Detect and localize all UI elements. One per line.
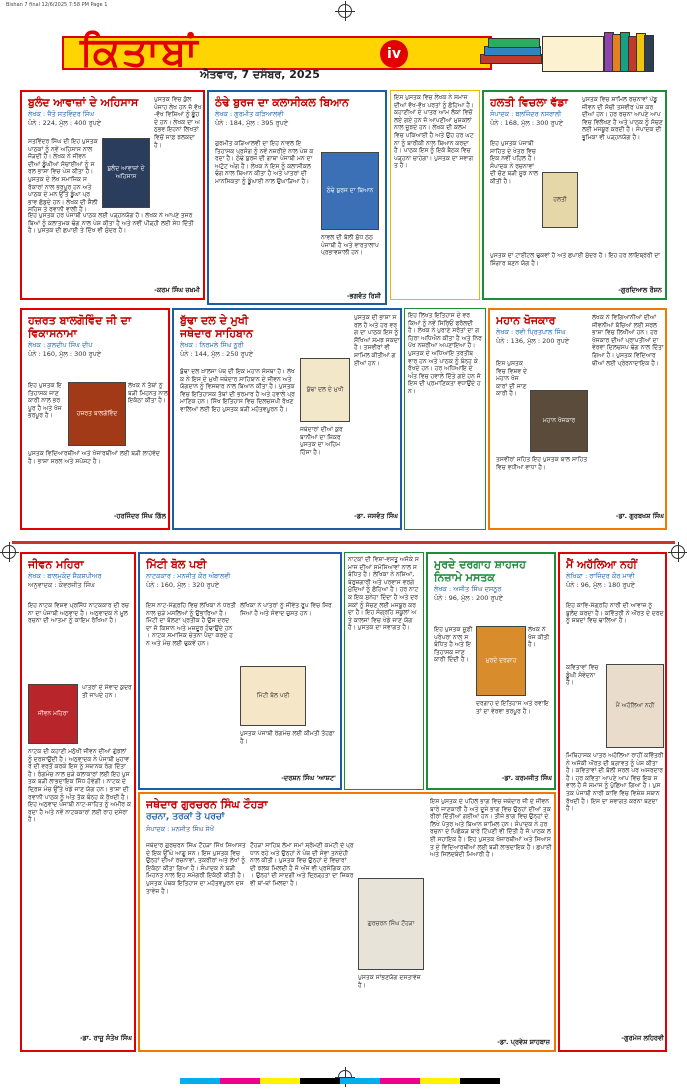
review-title: ਹਲਤੀ ਵਿਚਲਾ ਵੱਡਾ — [490, 96, 568, 109]
review-text: ਬੁੱਢਾ ਦਲ ਖ਼ਾਲਸਾ ਪੰਥ ਦੀ ਇਕ ਮਹਾਨ ਸੰਸਥਾ ਹੈ। ਲੇਖਕ ਨੇ ਇਸ ਦੇ ਮੁਖੀ ਜਥੇਦਾਰ ਸਾਹਿਬਾਨ ਦੇ ਜੀਵਨ ਅਤੇ ਯੋਗਦਾਨ ਨੂੰ ਵਿਸਥਾਰ ਨਾਲ ਬਿਆਨ ਕੀਤਾ ਹੈ। ਪੁਸਤਕ ਵਿਚ ਇਤਿਹਾਸਕ ਤੱਥਾਂ ਦੀ ਭਰਮਾਰ ਹੈ ਅਤੇ ਹਵਾਲੇ ਪ੍ਰਮਾਣਿਕ ਹਨ। ਸਿੱਖ ਇਤਿਹਾਸ ਵਿਚ ਦਿਲਚਸਪੀ ਰੱਖਣ ਵਾਲਿਆਂ ਲਈ ਇਹ ਪੁਸਤਕ ਬੜੀ ਮਹੱਤਵਪੂਰਨ ਹੈ। — [180, 368, 295, 413]
books-illustration — [480, 32, 660, 72]
book-cover: ਬੁਲੰਦ ਆਵਾਜ਼ਾਂ ਦੇ ਅਹਿਸਾਸ — [102, 138, 150, 208]
review-panel — [558, 552, 667, 1052]
book-cover: ਹਜ਼ਰਤ ਬਾਲਗੋਵਿੰਦ — [68, 382, 126, 446]
review-author: ਲੇਖਕ : ਅਜੀਤ ਸਿੰਘ ਦਸਨੂਰ — [434, 585, 502, 593]
review-signature: -ਡਾ. ਪ੍ਰਵੇਸ਼ ਸ਼ਾਹਬਾਜ਼ — [497, 1038, 550, 1046]
review-panel — [488, 308, 667, 530]
review-title: ਮੁਰਦੇ ਦਰਗਾਹ ਸ਼ਾਹਜਹ ਨਿਜ਼ਾਮੇ ਮਸਤਕ — [434, 558, 526, 584]
review-text: ਸਤਵਿੰਦਰ ਸਿੰਘ ਦੀ ਇਹ ਪੁਸਤਕ ਪਾਠਕਾਂ ਨੂੰ ਨਵੇਂ ਅਹਿਸਾਸ ਨਾਲ ਜੋੜਦੀ ਹੈ। ਲੇਖਕ ਨੇ ਜੀਵਨ ਦੀਆਂ ਡੂੰਘੀਆਂ ਸੱਚਾਈਆਂ ਨੂੰ ਸਰਲ ਭਾਸ਼ਾ ਵਿਚ ਪੇਸ਼ ਕੀਤਾ ਹੈ। ਪੁਸਤਕ ਦੇ ਲੇਖ ਸਮਾਜਿਕ ਸਰੋਕਾਰਾਂ ਨਾਲ ਭਰਪੂਰ ਹਨ ਅਤੇ ਪਾਠਕ ਦੇ ਮਨ ਉੱਤੇ ਡੂੰਘਾ ਪ੍ਰਭਾਵ ਛੱਡਦੇ ਹਨ। ਲੇਖਕ ਦੀ ਸ਼ੈਲੀ ਸਹਿਜ ਤੇ ਰਵਾਨੀ ਵਾਲੀ ਹੈ। — [28, 138, 98, 214]
review-panel — [207, 90, 387, 305]
review-text: ਲੇਖਕ ਨੇ ਤੱਥਾਂ ਨੂੰ ਬੜੀ ਮਿਹਨਤ ਨਾਲ ਇਕੱਠਾ ਕੀਤਾ ਹੈ। — [128, 382, 168, 405]
review-author: ਲੇਖਕ : ਬਾਲਮੁਕੰਦ ਸ਼ੈਕਸਪੀਅਰ — [28, 572, 102, 580]
section-divider — [12, 541, 675, 544]
review-author: ਨਾਟਕਕਾਰ : ਮਨਜੀਤ ਕੌਰ ਅੰਬਾਲਵੀ — [146, 572, 231, 580]
review-text: ਲੇਖਿਕਾ ਨੇ ਪਾਤਰਾਂ ਨੂੰ ਜੀਵੰਤ ਰੂਪ ਵਿਚ ਸਿਰਜਿਆ ਹੈ ਅਤੇ ਸੰਵਾਦ ਚੁਸਤ ਹਨ। — [240, 602, 332, 617]
review-price: ਪੰਨੇ : 96, ਮੁੱਲ : 180 ਰੁਪਏ — [566, 581, 635, 589]
book-cover: ਮਿੱਟੀ ਬੋਲ ਪਈ — [240, 666, 306, 726]
review-author: ਲੇਖਕ : ਜੈਤੋ ਸਤਵਿੰਦਰ ਸਿੰਘ — [28, 110, 95, 118]
review-panel — [172, 308, 402, 530]
book-cover: ਜੀਵਨ ਮਹਿਰਾ — [28, 684, 78, 744]
review-price: ਪੰਨੇ : 160, ਮੁੱਲ : 320 ਰੁਪਏ — [146, 581, 220, 589]
book-cover: ਬੁੱਢਾ ਦਲ ਦੇ ਮੁਖੀ — [300, 358, 350, 422]
review-signature: -ਗੁਰਮੇਜ ਲਹਿਰਵੀ — [621, 1034, 664, 1042]
review-text: ਪੁਸਤਕ ਪੰਜਾਬੀ ਰੰਗਮੰਚ ਲਈ ਕੀਮਤੀ ਤੋਹਫ਼ਾ ਹੈ। — [240, 730, 335, 745]
review-text: ਇਹ ਕਾਵਿ-ਸੰਗ੍ਰਹਿ ਨਾਰੀ ਦੀ ਆਵਾਜ਼ ਨੂੰ ਬੁਲੰਦ ਕਰਦਾ ਹੈ। ਕਵਿੱਤਰੀ ਨੇ ਔਰਤ ਦੇ ਦਰਦ ਨੂੰ ਸ਼ਬਦਾਂ ਵਿਚ ਢਾਲਿਆ ਹੈ। — [566, 602, 664, 625]
review-title: ਮਹਾਨ ਖੋਜਕਾਰ — [496, 314, 556, 327]
book-cover: ਠੰਢੇ ਬੁਰਜ ਦਾ ਬਿਆਨ — [321, 152, 379, 230]
print-slug: Bishan 7 final 12/6/2025 7:58 PM Page 1 — [6, 2, 108, 8]
review-panel — [482, 90, 667, 300]
review-signature: -ਡਾ. ਜਸਵੰਤ ਸਿੰਘ — [354, 512, 398, 520]
review-editor: ਸੰਪਾਦਕ : ਮਨਜੀਤ ਸਿੰਘ ਸੇਖੋਂ — [146, 825, 214, 833]
review-text: ਇਹ ਪੁਸਤਕ ਸੂਫ਼ੀ ਪਰੰਪਰਾ ਨਾਲ ਸਬੰਧਿਤ ਹੈ ਅਤੇ ਇਤਿਹਾਸਕ ਜਾਣਕਾਰੀ ਦਿੰਦੀ ਹੈ। — [434, 626, 473, 664]
review-title: ਬੁੱਢਾ ਦਲ ਦੇ ਮੁਖੀ ਜਥੇਦਾਰ ਸਾਹਿਬਾਨ — [180, 314, 253, 340]
review-price: ਪੰਨੇ : 168, ਮੁੱਲ : 300 ਰੁਪਏ — [490, 119, 564, 127]
review-text: ਲੇਖਕ ਨੇ ਵਿਗਿਆਨੀਆਂ ਦੀਆਂ ਜੀਵਨੀਆਂ ਬੱਚਿਆਂ ਲਈ ਸਰਲ ਭਾਸ਼ਾ ਵਿਚ ਲਿਖੀਆਂ ਹਨ। ਹਰ ਖੋਜਕਾਰ ਦੀਆਂ ਪ੍ਰਾਪਤੀਆਂ ਦਾ ਵੇਰਵਾ ਦਿਲਚਸਪ ਢੰਗ ਨਾਲ ਦਿੱਤਾ ਗਿਆ ਹੈ। ਪੁਸਤਕ ਵਿਦਿਆਰਥੀਆਂ ਲਈ ਪ੍ਰੇਰਨਾਦਾਇਕ ਹੈ। — [592, 314, 664, 367]
review-price: ਪੰਨੇ : 224, ਮੁੱਲ : 400 ਰੁਪਏ — [28, 119, 102, 127]
section-badge: iv — [380, 40, 408, 68]
review-panel — [138, 792, 556, 1052]
review-signature: -ਹਰਜਿੰਦਰ ਸਿੰਘ ਗਿੱਲ — [113, 512, 166, 520]
review-panel — [138, 552, 342, 790]
review-price: ਪੰਨੇ : 136, ਮੁੱਲ : 200 ਰੁਪਏ — [496, 337, 570, 345]
review-text: ਇਹ ਨਾਟਕ ਵਿਸ਼ਵ ਪ੍ਰਸਿੱਧ ਨਾਟਕਕਾਰ ਦੀ ਰਚਨਾ ਦਾ ਪੰਜਾਬੀ ਅਨੁਵਾਦ ਹੈ। ਅਨੁਵਾਦਕ ਨੇ ਮੂਲ ਰਚਨਾ ਦੀ ਆਤਮਾ ਨੂੰ ਕਾਇਮ ਰੱਖਿਆ ਹੈ। — [28, 602, 129, 625]
review-text: ਮਿਥਿਹਾਸਕ ਪਾਤਰ ਅਹੱਲਿਆ ਰਾਹੀਂ ਕਵਿੱਤਰੀ ਨੇ ਅਜੋਕੀ ਔਰਤ ਦੀ ਬਗ਼ਾਵਤ ਨੂੰ ਪੇਸ਼ ਕੀਤਾ ਹੈ। ਕਵਿਤਾਵਾਂ ਦੀ ਬੋਲੀ ਸਰਲ ਪਰ ਅਸਰਦਾਰ ਹੈ। ਹਰ ਕਵਿਤਾ ਆਪਣੇ ਆਪ ਵਿਚ ਇਕ ਸਵਾਲ ਹੈ ਜੋ ਸਮਾਜ ਨੂੰ ਪੁੱਛਿਆ ਗਿਆ ਹੈ। ਪੁਸਤਕ ਪੰਜਾਬੀ ਨਾਰੀ ਕਾਵਿ ਵਿਚ ਵਿਸ਼ੇਸ਼ ਸਥਾਨ ਰੱਖਦੀ ਹੈ। ਇਸ ਦਾ ਸਵਾਗਤ ਕਰਨਾ ਬਣਦਾ ਹੈ। — [566, 752, 664, 813]
review-text: ਟੌਹੜਾ ਸਾਹਿਬ ਲੰਮਾ ਸਮਾਂ ਸ਼੍ਰੋਮਣੀ ਕਮੇਟੀ ਦੇ ਪ੍ਰਧਾਨ ਰਹੇ ਅਤੇ ਉਨ੍ਹਾਂ ਨੇ ਪੰਥ ਦੀ ਸੇਵਾ ਤਨਦੇਹੀ ਨਾਲ ਕੀਤੀ। ਪੁਸਤਕ ਵਿਚ ਉਨ੍ਹਾਂ ਦੇ ਵਿਚਾਰਾਂ ਦੀ ਝਲਕ ਮਿਲਦੀ ਹੈ ਜੋ ਅੱਜ ਵੀ ਪ੍ਰਸੰਗਿਕ ਹਨ। ਉਨ੍ਹਾਂ ਦੀ ਸਾਦਗੀ ਅਤੇ ਦ੍ਰਿੜ੍ਹਤਾ ਦਾ ਜ਼ਿਕਰ ਵੀ ਥਾਂ-ਥਾਂ ਮਿਲਦਾ ਹੈ। — [250, 842, 354, 887]
review-title: ਠੰਢੇ ਬੁਰਜ ਦਾ ਕਲਾਸੀਕਲ ਬਿਆਨ — [215, 96, 349, 109]
review-text: ਇਹ ਲਿਖਤ ਇਤਿਹਾਸ ਦੇ ਵਰਕਿਆਂ ਨੂੰ ਨਵੇਂ ਸਿਰਿਓਂ ਫਰੋਲਦੀ ਹੈ। ਲੇਖਕ ਨੇ ਪੁਰਾਣੇ ਸਰੋਤਾਂ ਦਾ ਗਹਿਰਾ ਅਧਿਐਨ ਕੀਤਾ ਹੈ ਅਤੇ ਨਿਰਪੱਖ ਨਜ਼ਰੀਆ ਅਪਣਾਇਆ ਹੈ। ਪੁਸਤਕ ਦੇ ਅਧਿਆਇ ਤਰਤੀਬਵਾਰ ਹਨ ਅਤੇ ਪਾਠਕ ਨੂੰ ਬੰਨ੍ਹ ਕੇ ਰੱਖਦੇ ਹਨ। ਹਰ ਅਧਿਆਇ ਦੇ ਅੰਤ ਵਿਚ ਹਵਾਲੇ ਦਿੱਤੇ ਗਏ ਹਨ ਜੋ ਇਸ ਦੀ ਪ੍ਰਮਾਣਿਕਤਾ ਵਧਾਉਂਦੇ ਹਨ। — [404, 308, 486, 530]
review-text: ਪੁਸਤਕ ਵਿਚ ਸ਼ਾਮਿਲ ਰਚਨਾਵਾਂ ਪੇਂਡੂ ਜੀਵਨ ਦੀ ਸੱਚੀ ਤਸਵੀਰ ਪੇਸ਼ ਕਰਦੀਆਂ ਹਨ। ਹਰ ਰਚਨਾ ਆਪਣੇ ਆਪ ਵਿਚ ਵਿਲੱਖਣ ਹੈ ਅਤੇ ਪਾਠਕ ਨੂੰ ਸੋਚਣ ਲਈ ਮਜਬੂਰ ਕਰਦੀ ਹੈ। ਸੰਪਾਦਕ ਦੀ ਭੂਮਿਕਾ ਵੀ ਪੜ੍ਹਨਯੋਗ ਹੈ। — [582, 96, 663, 141]
review-text: ਇਹ ਪੁਸਤਕ ਇਤਿਹਾਸਕ ਜਾਣਕਾਰੀ ਨਾਲ ਭਰਪੂਰ ਹੈ ਅਤੇ ਖੋਜ ਭਰਪੂਰ ਹੈ। — [28, 382, 62, 420]
book-cover: ਗੁਰਚਰਨ ਸਿੰਘ ਟੌਹੜਾ — [358, 878, 424, 970]
review-text: ਨਾਵਲ ਦੀ ਬੋਲੀ ਸ਼ੁੱਧ ਠੇਠ ਪੰਜਾਬੀ ਹੈ ਅਤੇ ਵਾਰਤਾਲਾਪ ਪ੍ਰਭਾਵਸ਼ਾਲੀ ਹਨ। — [321, 234, 379, 257]
review-text: ਜਥੇਦਾਰਾਂ ਦੀਆਂ ਕੁਰਬਾਨੀਆਂ ਦਾ ਜ਼ਿਕਰ ਪੁਸਤਕ ਦਾ ਅਹਿਮ ਹਿੱਸਾ ਹੈ। — [300, 426, 343, 456]
review-text: ਇਸ ਪੁਸਤਕ ਵਿਚ ਲੇਖਕ ਨੇ ਸਮਾਜ ਦੀਆਂ ਵੱਖ-ਵੱਖ ਪਰਤਾਂ ਨੂੰ ਛੋਹਿਆ ਹੈ। ਕਹਾਣੀਆਂ ਦੇ ਪਾਤਰ ਆਮ ਲੋਕਾਂ ਵਿਚੋਂ ਲਏ ਗਏ ਹਨ ਜੋ ਆਪਣੀਆਂ ਮੁਸ਼ਕਲਾਂ ਨਾਲ ਜੂਝਦੇ ਹਨ। ਲੇਖਕ ਦੀ ਕਲਮ ਵਿਚ ਪਕਿਆਈ ਹੈ ਅਤੇ ਉਹ ਹਰ ਘਟਨਾ ਨੂੰ ਬਾਰੀਕੀ ਨਾਲ ਬਿਆਨ ਕਰਦਾ ਹੈ। ਪਾਠਕ ਇਸ ਨੂੰ ਇਕੋ ਬੈਠਕ ਵਿਚ ਪੜ੍ਹਨਾ ਚਾਹੇਗਾ। ਪੁਸਤਕ ਦਾ ਸਵਾਗਤ ਹੈ। — [390, 90, 480, 300]
review-price: ਪੰਨੇ : 96, ਮੁੱਲ : 200 ਰੁਪਏ — [434, 594, 503, 602]
review-author: ਲੇਖਿਕਾ : ਰਾਜਿੰਦਰ ਕੌਰ ਮਾਵੀ — [566, 572, 635, 580]
review-panel — [20, 552, 136, 1052]
review-author: ਲੇਖਕ : ਨਿਰਮਲੇ ਸਿੰਘ ਨੂਰੀ — [180, 341, 244, 349]
review-text: ਲੇਖਕ ਨੇ ਖੋਜ ਕੀਤੀ ਹੈ। — [528, 626, 550, 649]
review-text: ਪਾਤਰਾਂ ਦੇ ਸੰਵਾਦ ਕੁਦਰਤੀ ਜਾਪਦੇ ਹਨ। — [82, 684, 132, 699]
review-panel — [426, 552, 556, 790]
review-text: ਨਾਟਕਾਂ ਦੀ ਵਿਸ਼ਾ-ਵਸਤੂ ਅਜੋਕੇ ਸਮਾਜ ਦੀਆਂ ਸਮੱਸਿਆਵਾਂ ਨਾਲ ਸਬੰਧਿਤ ਹੈ। ਲੇਖਿਕਾ ਨੇ ਨਸ਼ਿਆਂ, ਬੇਰੁਜ਼ਗਾਰੀ ਅਤੇ ਪਰਵਾਸ ਵਰਗੇ ਮੁੱਦਿਆਂ ਨੂੰ ਛੋਹਿਆ ਹੈ। ਹਰ ਨਾਟਕ ਇਕ ਸੁਨੇਹਾ ਦਿੰਦਾ ਹੈ ਅਤੇ ਦਰਸ਼ਕਾਂ ਨੂੰ ਸੋਚਣ ਲਈ ਮਜਬੂਰ ਕਰਦਾ ਹੈ। ਇਹ ਸੰਗ੍ਰਹਿ ਸਕੂਲਾਂ ਅਤੇ ਕਾਲਜਾਂ ਵਿਚ ਖੇਡੇ ਜਾਣ ਯੋਗ ਹੈ। ਪੁਸਤਕ ਦਾ ਸਵਾਗਤ ਹੈ। — [344, 552, 424, 790]
review-title: ਮਿੱਟੀ ਬੋਲ ਪਈ — [146, 558, 207, 571]
review-text: ਜਥੇਦਾਰ ਗੁਰਚਰਨ ਸਿੰਘ ਟੌਹੜਾ ਸਿੱਖ ਸਿਆਸਤ ਦੇ ਇਕ ਉੱਘੇ ਆਗੂ ਸਨ। ਇਸ ਪੁਸਤਕ ਵਿਚ ਉਨ੍ਹਾਂ ਦੀਆਂ ਰਚਨਾਵਾਂ, ਤਕਰੀਰਾਂ ਅਤੇ ਲੇਖਾਂ ਨੂੰ ਇਕੱਠਾ ਕੀਤਾ ਗਿਆ ਹੈ। ਸੰਪਾਦਕ ਨੇ ਬੜੀ ਮਿਹਨਤ ਨਾਲ ਇਹ ਸਮੱਗਰੀ ਇਕੱਠੀ ਕੀਤੀ ਹੈ। ਪੁਸਤਕ ਪੰਥਕ ਇਤਿਹਾਸ ਦਾ ਮਹੱਤਵਪੂਰਨ ਦਸਤਾਵੇਜ਼ ਹੈ। — [146, 842, 246, 895]
review-price: ਅਨੁਵਾਦਕ : ਕੰਵਰਜੀਤ ਸਿੰਘ — [28, 581, 95, 589]
review-text: ਪੁਸਤਕ ਵਿਚ ਕੁੱਲ ਪੰਜਾਹ ਲੇਖ ਹਨ ਜੋ ਵੱਖ-ਵੱਖ ਵਿਸ਼ਿਆਂ ਨੂੰ ਛੂੰਹਦੇ ਹਨ। ਲੇਖਕ ਦਾ ਅਨੁਭਵ ਇਹਨਾਂ ਲਿਖਤਾਂ ਵਿਚੋਂ ਸਾਫ਼ ਝਲਕਦਾ ਹੈ। — [154, 96, 202, 149]
review-price: ਪੰਨੇ : 144, ਮੁੱਲ : 250 ਰੁਪਏ — [180, 350, 254, 358]
crop-mark-left — [2, 545, 16, 559]
masthead-date: ਐਤਵਾਰ, 7 ਦਸੰਬਰ, 2025 — [200, 68, 320, 81]
review-signature: -ਡਾ. ਗੁਰਬਖਸ਼ ਸਿੰਘ — [615, 512, 664, 520]
crop-mark-right — [671, 545, 685, 559]
review-panel — [20, 90, 205, 300]
review-text: ਇਹ ਪੁਸਤਕ ਹਰ ਪੰਜਾਬੀ ਪਾਠਕ ਲਈ ਪੜ੍ਹਨਯੋਗ ਹੈ। ਲੇਖਕ ਨੇ ਆਪਣੇ ਤਜਰਬਿਆਂ ਨੂੰ ਕਲਾਤਮਕ ਢੰਗ ਨਾਲ ਪੇਸ਼ ਕੀਤਾ ਹੈ ਅਤੇ ਨਵੀਂ ਪੀੜ੍ਹੀ ਲਈ ਸੇਧ ਦਿੱਤੀ ਹੈ। ਪੁਸਤਕ ਦੀ ਛਪਾਈ ਤੇ ਦਿੱਖ ਵੀ ਸੁੰਦਰ ਹੈ। — [28, 212, 194, 235]
review-signature: -ਕਰਮ ਸਿੰਘ ਜ਼ਖ਼ਮੀ — [154, 286, 200, 294]
review-text: ਕਵਿਤਾਵਾਂ ਵਿਚ ਡੂੰਘੀ ਸੰਵੇਦਨਾ ਹੈ। — [566, 664, 599, 687]
review-signature: -ਗੁਰਦਿਆਲ ਰੌਸ਼ਨ — [618, 286, 662, 294]
review-text: ਪੁਸਤਕ ਦੀ ਭਾਸ਼ਾ ਸਰਲ ਹੈ ਅਤੇ ਹਰ ਵਰਗ ਦਾ ਪਾਠਕ ਇਸ ਨੂੰ ਸੌਖਿਆਂ ਸਮਝ ਸਕਦਾ ਹੈ। ਤਸਵੀਰਾਂ ਵੀ ਸ਼ਾਮਿਲ ਕੀਤੀਆਂ ਗਈਆਂ ਹਨ। — [354, 314, 400, 367]
review-signature: -ਡਾ. ਕਰਮਜੀਤ ਸਿੰਘ — [501, 774, 552, 782]
review-text: ਇਸ ਨਾਟ-ਸੰਗ੍ਰਹਿ ਵਿਚ ਲੇਖਿਕਾ ਨੇ ਧਰਤੀ ਨਾਲ ਜੁੜੇ ਮਸਲਿਆਂ ਨੂੰ ਉਭਾਰਿਆ ਹੈ। ਮਿੱਟੀ ਦਾ ਬੋਲਣਾ ਪ੍ਰਤੀਕ ਹੈ ਉਸ ਦਰਦ ਦਾ ਜੋ ਕਿਸਾਨ ਅਤੇ ਮਜ਼ਦੂਰ ਹੰਢਾਉਂਦੇ ਹਨ। ਨਾਟਕ ਸਮਾਜਿਕ ਚੇਤਨਾ ਪੈਦਾ ਕਰਦੇ ਹਨ ਅਤੇ ਮੰਚ ਲਈ ਢੁਕਵੇਂ ਹਨ। — [146, 602, 236, 647]
book-cover: ਮਹਾਨ ਖੋਜਕਾਰ — [530, 390, 588, 452]
review-signature: -ਭਗਵੰਤ ਰਿਸ਼ੀ — [346, 292, 381, 300]
review-title: ਜਥੇਦਾਰ ਗੁਰਚਰਨ ਸਿੰਘ ਟੌਹੜਾ — [146, 798, 268, 811]
review-text: ਪੁਸਤਕ ਵਿਦਿਆਰਥੀਆਂ ਅਤੇ ਖੋਜਾਰਥੀਆਂ ਲਈ ਬੜੀ ਲਾਹੇਵੰਦ ਹੈ। ਭਾਸ਼ਾ ਸਰਲ ਅਤੇ ਸਪੱਸ਼ਟ ਹੈ। — [28, 450, 160, 465]
review-subtitle: ਰਚਨਾ, ਤਰਕਾਂ ਤੇ ਪਰਚਾਂ — [146, 812, 225, 822]
review-text: ਦਰਗਾਹ ਦੇ ਇਤਿਹਾਸ ਅਤੇ ਰਵਾਇਤਾਂ ਦਾ ਵੇਰਵਾ ਭਰਪੂਰ ਹੈ। — [476, 700, 549, 715]
review-title: ਮੈਂ ਅਹੱਲਿਆ ਨਹੀਂ — [566, 558, 637, 571]
review-title: ਹਜ਼ਰਤ ਬਾਲਗੋਵਿੰਦ ਜੀ ਦਾ ਵਿਕਾਸਨਾਮਾ — [28, 314, 132, 340]
review-text: ਗੁਰਮੀਤ ਕੜਿਆਲਵੀ ਦਾ ਇਹ ਨਾਵਲ ਇਤਿਹਾਸਕ ਪ੍ਰਸੰਗ ਨੂੰ ਨਵੇਂ ਨਜ਼ਰੀਏ ਨਾਲ ਪੇਸ਼ ਕਰਦਾ ਹੈ। ਠੰਢੇ ਬੁਰਜ ਦੀ ਗਾਥਾ ਪੰਜਾਬੀ ਮਨ ਦਾ ਅਟੁੱਟ ਅੰਗ ਹੈ। ਲੇਖਕ ਨੇ ਇਸ ਨੂੰ ਕਲਾਸੀਕਲ ਢੰਗ ਨਾਲ ਬਿਆਨ ਕੀਤਾ ਹੈ ਅਤੇ ਪਾਤਰਾਂ ਦੀ ਮਾਨਸਿਕਤਾ ਨੂੰ ਡੂੰਘਾਈ ਨਾਲ ਉਘਾੜਿਆ ਹੈ। — [215, 140, 314, 185]
review-signature: -ਦਰਸ਼ਨ ਸਿੰਘ 'ਆਸ਼ਟ' — [281, 774, 336, 782]
review-text: ਨਾਟਕ ਦੀ ਕਹਾਣੀ ਮਨੁੱਖੀ ਜੀਵਨ ਦੀਆਂ ਗੁੰਝਲਾਂ ਨੂੰ ਦਰਸਾਉਂਦੀ ਹੈ। ਅਨੁਵਾਦਕ ਨੇ ਪੰਜਾਬੀ ਮੁਹਾਵਰੇ ਦੀ ਵਰਤੋਂ ਕਰਕੇ ਇਸ ਨੂੰ ਸਥਾਨਕ ਰੰਗ ਦਿੱਤਾ ਹੈ। ਰੰਗਮੰਚ ਨਾਲ ਜੁੜੇ ਕਲਾਕਾਰਾਂ ਲਈ ਇਹ ਪੁਸਤਕ ਬੜੀ ਲਾਭਦਾਇਕ ਸਿੱਧ ਹੋਵੇਗੀ। ਨਾਟਕ ਦੇ ਦ੍ਰਿਸ਼ ਮੰਚ ਉੱਤੇ ਖੇਡੇ ਜਾਣ ਯੋਗ ਹਨ। ਭਾਸ਼ਾ ਦੀ ਰਵਾਨੀ ਪਾਠਕ ਨੂੰ ਅੰਤ ਤੱਕ ਬੰਨ੍ਹ ਕੇ ਰੱਖਦੀ ਹੈ। ਇਹ ਅਨੁਵਾਦ ਪੰਜਾਬੀ ਨਾਟ-ਸਾਹਿਤ ਨੂੰ ਅਮੀਰ ਕਰਦਾ ਹੈ ਅਤੇ ਨਵੇਂ ਨਾਟਕਕਾਰਾਂ ਲਈ ਰਾਹ ਦਸੇਰਾ ਹੈ। — [28, 748, 132, 824]
review-text: ਪੁਸਤਕ ਸਾਂਭਣਯੋਗ ਦਸਤਾਵੇਜ਼ ਹੈ। — [358, 974, 421, 989]
review-title: ਜੀਵਨ ਮਹਿਰਾ — [28, 558, 84, 571]
review-author: ਸੰਪਾਦਕ : ਬਲਜਿੰਦਰ ਨਸਰਾਲੀ — [490, 110, 562, 118]
crop-mark-top — [338, 4, 352, 18]
book-cover: ਮੈਂ ਅਹੱਲਿਆ ਨਹੀਂ — [606, 664, 664, 748]
review-text: ਤਸਵੀਰਾਂ ਸਹਿਤ ਇਹ ਪੁਸਤਕ ਬਾਲ ਸਾਹਿਤ ਵਿਚ ਵਧੀਆ ਵਾਧਾ ਹੈ। — [496, 456, 588, 471]
review-panel — [20, 308, 170, 530]
review-author: ਲੇਖਕ : ਰਵੀ ਪ੍ਰਿਤਪਾਲ ਸਿੰਘ — [496, 328, 566, 336]
review-price: ਪੰਨੇ : 160, ਮੁੱਲ : 300 ਰੁਪਏ — [28, 350, 102, 358]
color-registration-bar — [180, 1078, 500, 1084]
review-text: ਪੁਸਤਕ ਦਾ ਟਾਈਟਲ ਢੁਕਵਾਂ ਹੈ ਅਤੇ ਛਪਾਈ ਸੁੰਦਰ ਹੈ। ਇਹ ਹਰ ਲਾਇਬ੍ਰੇਰੀ ਦਾ ਸ਼ਿੰਗਾਰ ਬਣਨ ਯੋਗ ਹੈ। — [490, 252, 661, 267]
masthead-title: ਕਿਤਾਬਾਂ — [80, 28, 200, 75]
review-signature: -ਡਾ. ਰਾਜੂ ਸੰਤੋਖ ਸਿੰਘ — [79, 1034, 132, 1042]
book-cover: ਹਲਤੀ — [542, 172, 578, 228]
review-price: ਪੰਨੇ : 184, ਮੁੱਲ : 395 ਰੁਪਏ — [215, 119, 289, 127]
review-text: ਇਸ ਪੁਸਤਕ ਵਿਚ ਵਿਸ਼ਵ ਦੇ ਮਹਾਨ ਖੋਜਕਾਰਾਂ ਦੀ ਜਾਣਕਾਰੀ ਹੈ। — [496, 360, 527, 398]
review-author: ਲੇਖਕ : ਗੁਰਮੀਤ ਕੜਿਆਲਵੀ — [215, 110, 284, 118]
review-text: ਇਸ ਪੁਸਤਕ ਦੇ ਪਹਿਲੇ ਭਾਗ ਵਿਚ ਜਥੇਦਾਰ ਜੀ ਦੇ ਜੀਵਨ ਬਾਰੇ ਜਾਣਕਾਰੀ ਹੈ ਅਤੇ ਦੂਜੇ ਭਾਗ ਵਿਚ ਉਨ੍ਹਾਂ ਦੀਆਂ ਤਕਰੀਰਾਂ ਦਿੱਤੀਆਂ ਗਈਆਂ ਹਨ। ਤੀਜੇ ਭਾਗ ਵਿਚ ਉਨ੍ਹਾਂ ਦੇ ਲਿਖੇ ਪੱਤਰ ਅਤੇ ਬਿਆਨ ਸ਼ਾਮਿਲ ਹਨ। ਸੰਪਾਦਕ ਨੇ ਹਰ ਰਚਨਾ ਦੇ ਪਿਛੋਕੜ ਬਾਰੇ ਟਿੱਪਣੀ ਵੀ ਦਿੱਤੀ ਹੈ ਜੋ ਪਾਠਕ ਲਈ ਸਹਾਇਕ ਹੈ। ਇਹ ਪੁਸਤਕ ਖੋਜਾਰਥੀਆਂ ਅਤੇ ਸਿਆਸਤ ਦੇ ਵਿਦਿਆਰਥੀਆਂ ਲਈ ਬੜੀ ਲਾਭਦਾਇਕ ਹੈ। ਛਪਾਈ ਅਤੇ ਜਿਲਦਬੰਦੀ ਮਿਆਰੀ ਹੈ। — [430, 798, 552, 859]
book-cover: ਮੁਰਦੇ ਦਰਗਾਹ — [476, 626, 526, 696]
review-text: ਇਹ ਪੁਸਤਕ ਪੰਜਾਬੀ ਸਾਹਿਤ ਦੇ ਖੇਤਰ ਵਿਚ ਇਕ ਨਵੀਂ ਪਹਿਲ ਹੈ। ਸੰਪਾਦਕ ਨੇ ਰਚਨਾਵਾਂ ਦੀ ਚੋਣ ਬੜੀ ਸੂਝ ਨਾਲ ਕੀਤੀ ਹੈ। — [490, 140, 539, 185]
review-author: ਲੇਖਕ : ਕੁਲਦੀਪ ਸਿੰਘ ਦੀਪ — [28, 341, 93, 349]
review-title: ਬੁਲੰਦ ਆਵਾਜ਼ਾਂ ਦੇ ਅਹਿਸਾਸ — [28, 96, 139, 109]
